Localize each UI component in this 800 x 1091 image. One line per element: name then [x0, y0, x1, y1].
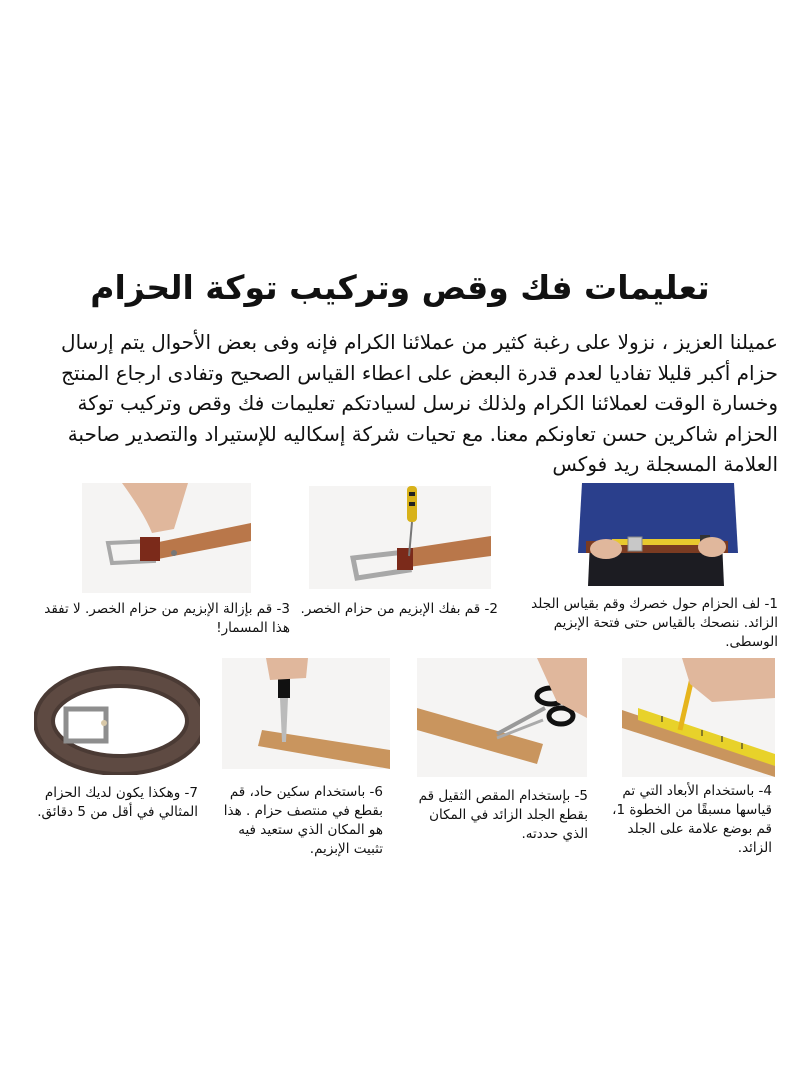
- step-2-photo: [309, 486, 491, 589]
- step-1-caption: 1- لف الحزام حول خصرك وقم بقياس الجلد الزائد. ننصحك بالقياس حتى فتحة الإبزيم الوسطى.: [531, 596, 778, 650]
- step-5-photo: [417, 658, 587, 777]
- step-6-photo: [222, 658, 390, 769]
- intro-paragraph: عميلنا العزيز ، نزولا على رغبة كثير من عملائنا الكرام فإنه وفى بعض الأحوال يتم إرسال حزام أكبر قليلا تفاديا لعدم قدرة البعض على اعطاء القياس الصحيح وتفادى ارجاع المنتج وخسارة الوقت لعملائنا الكرام ولذلك نرسل لسيادتكم تعليمات فك وقص وتركيب توكة الحزام شاكرين حسن تعاونكم معنا. مع تحيات شركة إسكاليه للإستيراد والتصدير صاحبة العلامة المسجلة ريد فوكس: [61, 330, 778, 476]
- step-3-caption: 3- قم بإزالة الإبزيم من حزام الخصر. لا تفقد هذا المسمار!: [44, 601, 290, 636]
- step-1-photo: [572, 483, 744, 586]
- step-7-photo: [34, 659, 200, 775]
- step-6-caption: 6- باستخدام سكين حاد، قم بقطع في منتصف حزام . هذا هو المكان الذي ستعيد فيه تثبيت الإبزيم.: [223, 784, 383, 857]
- page-title: تعليمات فك وقص وتركيب توكة الحزام: [90, 268, 710, 307]
- step-5-caption: 5- بإستخدام المقص الثقيل قم بقطع الجلد الزائد في المكان الذي حددته.: [418, 788, 588, 842]
- step-7-caption: 7- وهكذا يكون لديك الحزام المثالي في أقل من 5 دقائق.: [37, 785, 198, 820]
- step-4-photo: [622, 658, 775, 777]
- step-4-caption: 4- باستخدام الأبعاد التي تم قياسها مسبقًا من الخطوة 1، قم بوضع علامة على الجلد الزائد.: [612, 783, 772, 856]
- step-3-photo: [82, 483, 251, 593]
- step-2-caption: 2- قم بفك الإبزيم من حزام الخصر.: [300, 601, 498, 617]
